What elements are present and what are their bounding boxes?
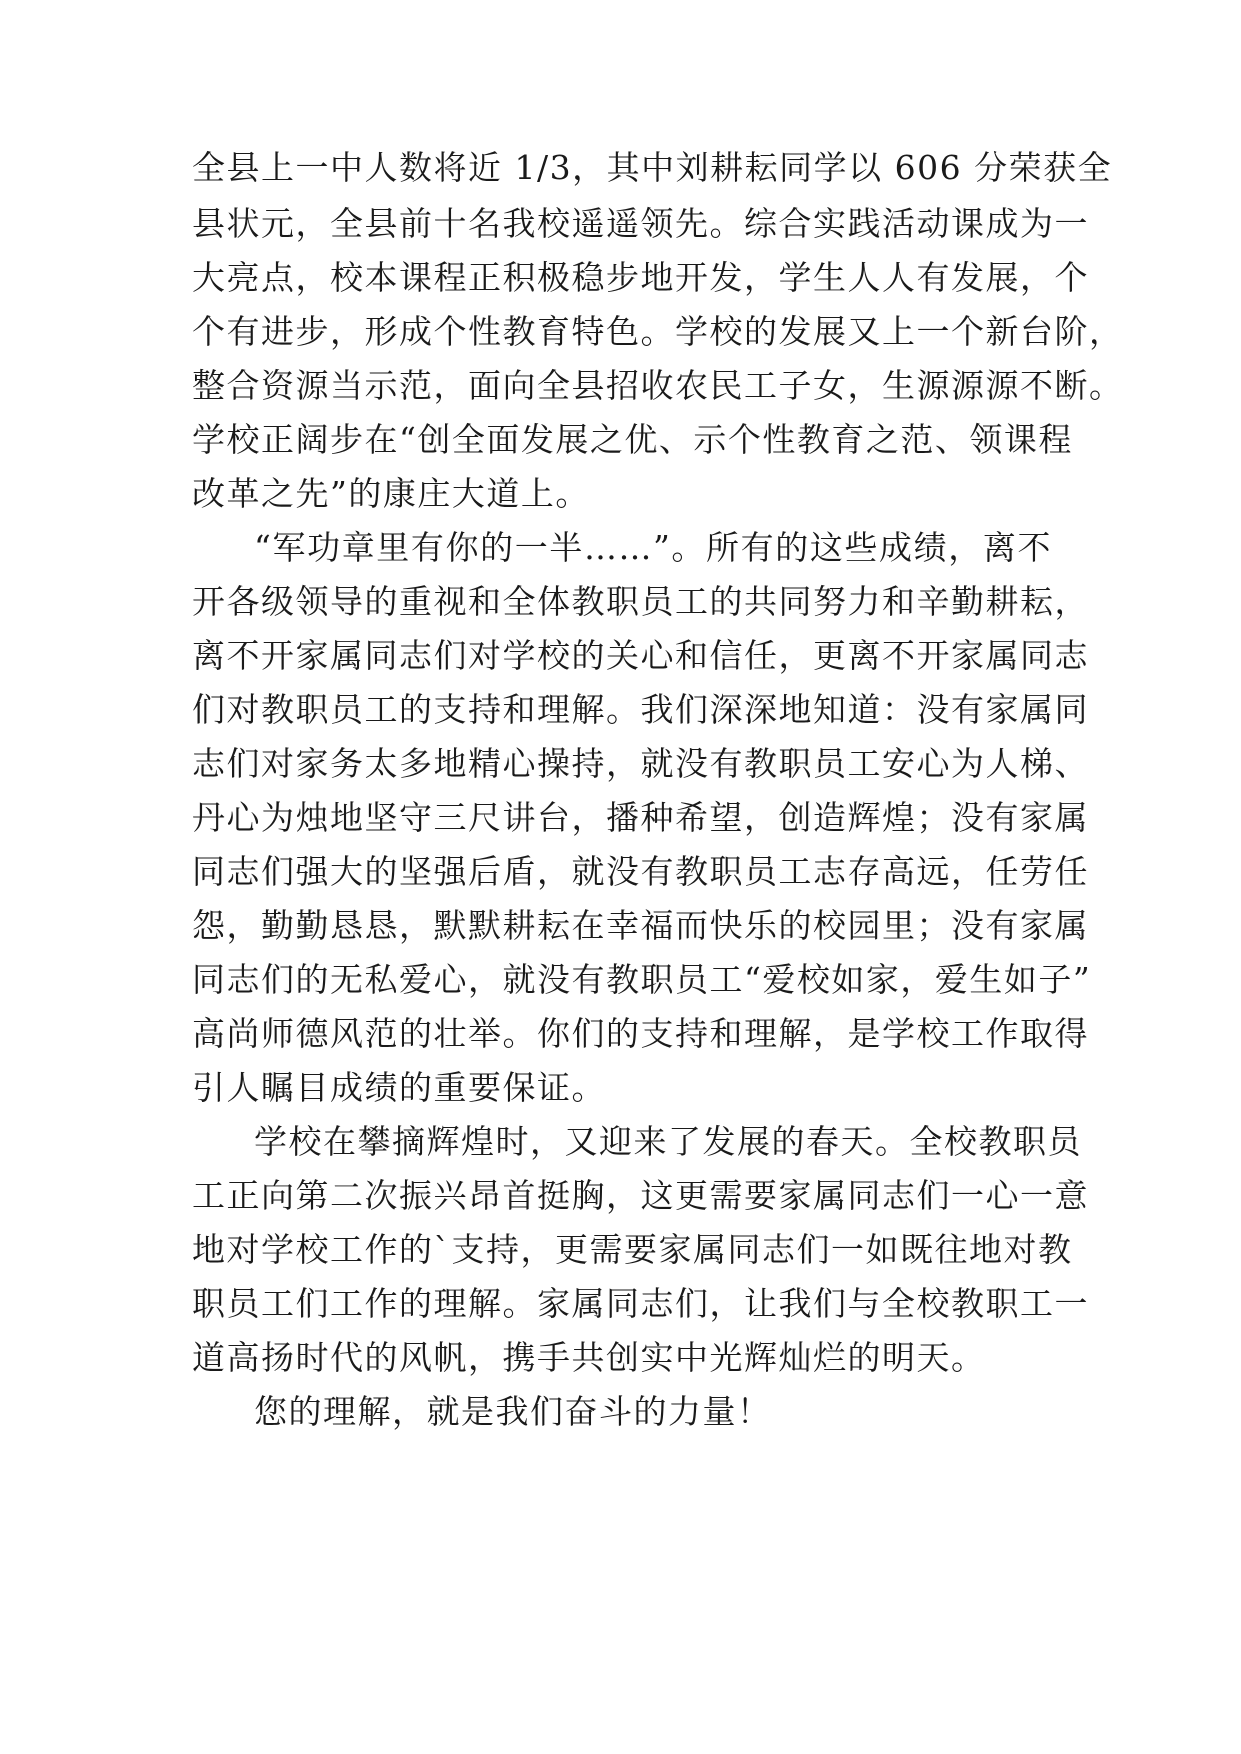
paragraph-1-line-4: 个有进步，形成个性教育特色。学校的发展又上一个新台阶， [192,312,1124,351]
paragraph-2-line-11: 引人瞩目成绩的重要保证。 [192,1068,606,1107]
paragraph-1-line-2: 县状元，全县前十名我校遥遥领先。综合实践活动课成为一 [192,204,1089,243]
paragraph-2-line-4: 们对教职员工的支持和理解。我们深深地知道：没有家属同 [192,690,1089,729]
paragraph-2-line-1: “军功章里有你的一半……”。所有的这些成绩，离不 [254,528,1052,567]
paragraph-3-line-1: 学校在攀摘辉煌时，又迎来了发展的春天。全校教职员 [254,1122,1082,1161]
paragraph-2-line-2: 开各级领导的重视和全体教职员工的共同努力和辛勤耕耘， [192,582,1089,621]
paragraph-2-line-9: 同志们的无私爱心，就没有教职员工“爱校如家，爱生如子” [192,960,1092,999]
paragraph-2-line-3: 离不开家属同志们对学校的关心和信任，更离不开家属同志 [192,636,1089,675]
paragraph-1-line-5: 整合资源当示范，面向全县招收农民工子女，生源源源不断。 [192,366,1124,405]
paragraph-2-line-10: 高尚师德风范的壮举。你们的支持和理解，是学校工作取得 [192,1014,1089,1053]
paragraph-3-line-4: 职员工们工作的理解。家属同志们，让我们与全校教职工一 [192,1284,1089,1323]
paragraph-2-line-6: 丹心为烛地坚守三尺讲台，播种希望，创造辉煌；没有家属 [192,798,1089,837]
paragraph-3-line-5: 道高扬时代的风帆，携手共创实中光辉灿烂的明天。 [192,1338,986,1377]
paragraph-1-line-3: 大亮点，校本课程正积极稳步地开发，学生人人有发展，个 [192,258,1089,297]
paragraph-3-line-3: 地对学校工作的`支持，更需要家属同志们一如既往地对教 [192,1230,1073,1269]
paragraph-1-line-6: 学校正阔步在“创全面发展之优、示个性教育之范、领课程 [192,420,1073,459]
paragraph-2-line-5: 志们对家务太多地精心操持，就没有教职员工安心为人梯、 [192,744,1089,783]
paragraph-2-line-7: 同志们强大的坚强后盾，就没有教职员工志存高远，任劳任 [192,852,1089,891]
paragraph-1-line-7: 改革之先”的康庄大道上。 [192,474,590,513]
paragraph-2-line-8: 怨，勤勤恳恳，默默耕耘在幸福而快乐的校园里；没有家属 [192,906,1089,945]
paragraph-3-line-2: 工正向第二次振兴昂首挺胸，这更需要家属同志们一心一意 [192,1176,1089,1215]
paragraph-1-line-1: 全县上一中人数将近 1/3，其中刘耕耘同学以 606 分荣获全 [192,148,1113,187]
paragraph-4-line-1: 您的理解，就是我们奋斗的力量！ [254,1392,772,1431]
